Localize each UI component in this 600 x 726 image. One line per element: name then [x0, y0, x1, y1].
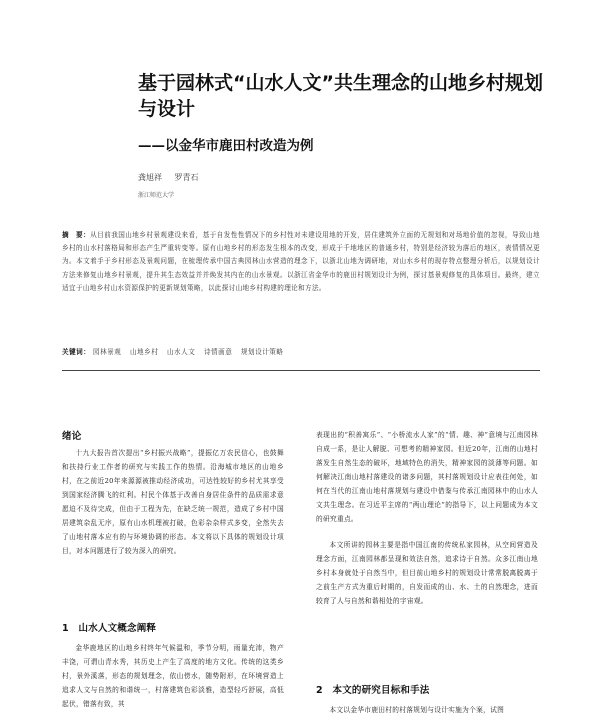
paragraph: 表现出的“积善寓乐”、“小桥流水人家”的“情、趣、神”意境与江南园林自成一系，是让人解脱、可想考的精神家园。但近20年，江南的山地村落发生自然生态的破坏，地域特色的消失，精神家园的淡薄等问题。如何解决江南山地村落建设的诸多问题，其村落规划设计应表往何处，如何在当代的江南山地村落规划与建设中借鉴与传承江南园林中的山水人文共生理念。在习近平主席的“两山理论”的指导下，以上问题成为本文的研究重点。: [316, 431, 538, 523]
keyword: 山水人文: [166, 348, 196, 356]
keyword: 山地乡村: [129, 348, 159, 356]
abstract-text: 从目前我国山地乡村景观建设来看，基于自发性性情况下的乡村性对未建设用地的开发，居住建筑外立面的无规划和对场地价值的忽视，导致山地乡村的山水村落格局和形态产生严重转变等。原有山地乡村的形态发生根本的改变，形成于千地地区的普通乡村，特别是经济较为落后的地区，表情情况更为。本文着手于乡村形态及景观问题，在梳理传承中国古典园林山水营造的理念下，以浙北山地为调研地，对山水乡村的现存特点整理分析后，以规划设计方法来修复山地乡村景观，提升其生态效益并并焕发其内在的山水景观。以浙江省金华市的鹿田村规划设计为例，探讨基景观修复的具体项目。最终，建立适宜于山地乡村山水资源保护的更新规划策略，以此探讨山地乡村构建的理论和方法。: [62, 231, 540, 292]
author-name: 龚旭祥: [138, 173, 162, 182]
section-heading-2: 2 本文的研究目标和手法: [316, 685, 430, 696]
section-1-body: [62, 641, 284, 711]
section-divider: [62, 370, 540, 371]
keywords: [62, 346, 540, 356]
keyword: 规划设计策略: [240, 348, 284, 356]
author-list: [138, 172, 199, 183]
intro-body: [62, 446, 284, 574]
keywords-label: 关键词：: [62, 348, 91, 356]
abstract-label: 摘 要：: [62, 231, 91, 239]
author-affiliation: 浙江师范大学: [138, 192, 175, 199]
paragraph: 金华鹿地区的山地乡村终年气候温和，季节分明，雨量充沛，物产丰饶，可谓山青水秀，其历史上产生了高度的地方文化。传统的这类乡村，景外溪落，形态的规划理念，依山傍水，随势附形，在环境营造上追求人文与自然的和谐统一，村落建筑色彩淡雅，造型轻巧舒展，高低起伏，错落有致，其: [62, 644, 284, 708]
paragraph: 十九大报告首次提出“乡村振兴战略”，提振亿万农民信心，也鼓舞和扶持行业工作者的研究与实践工作的热情。沿海城市地区的山地乡村，在之前近20年来源源被推动经济成功，可达性较好的乡村尤其享受到国家经济腾飞的红利。村民个体基于改善自身居住条件的品质需求意愿迫不及待完成，但由于工程为先，在缺乏统一规范，造成了乡村中国居建筑杂乱无序，原有山水机理被打破，色彩杂杂样式多变，全然失去了山地村落本应有的与环境协调的形态。本文将以下具体的规划设计项目，对本问题进行了较为深入的研究。: [62, 449, 284, 555]
keyword: 诗情画意: [203, 348, 233, 356]
right-column-body: [316, 428, 538, 620]
article-subtitle: ——以金华市鹿田村改造为例: [138, 138, 314, 154]
paragraph: 本文所讲的园林主要是指中国江南的传统私家园林，从空间营造及理念方面，江南园林都呈现和效法自然，追求诗于自然。众多江南山地乡村本身就处于自然当中，但目前山地乡村的规划设计常常脱离脱离于之前生产方式为重后时期的，自发而成的山、水、土的自然理念，进而较育了人与自然和谐相处的宇宙观。: [316, 541, 538, 605]
section-heading-intro: 绪论: [62, 431, 82, 442]
author-name: 罗青石: [174, 173, 199, 182]
section-heading-1: 1 山水人文概念阐释: [62, 623, 157, 634]
paragraph: 本文以金华市鹿田村的村落规划与设计实施为个案，试图: [329, 706, 505, 714]
section-2-body: [316, 703, 538, 717]
keyword: 园林景观: [92, 348, 122, 356]
article-title: 基于园林式“山水人文”共生理念的山地乡村规划与设计: [138, 72, 543, 120]
abstract: [62, 229, 540, 295]
